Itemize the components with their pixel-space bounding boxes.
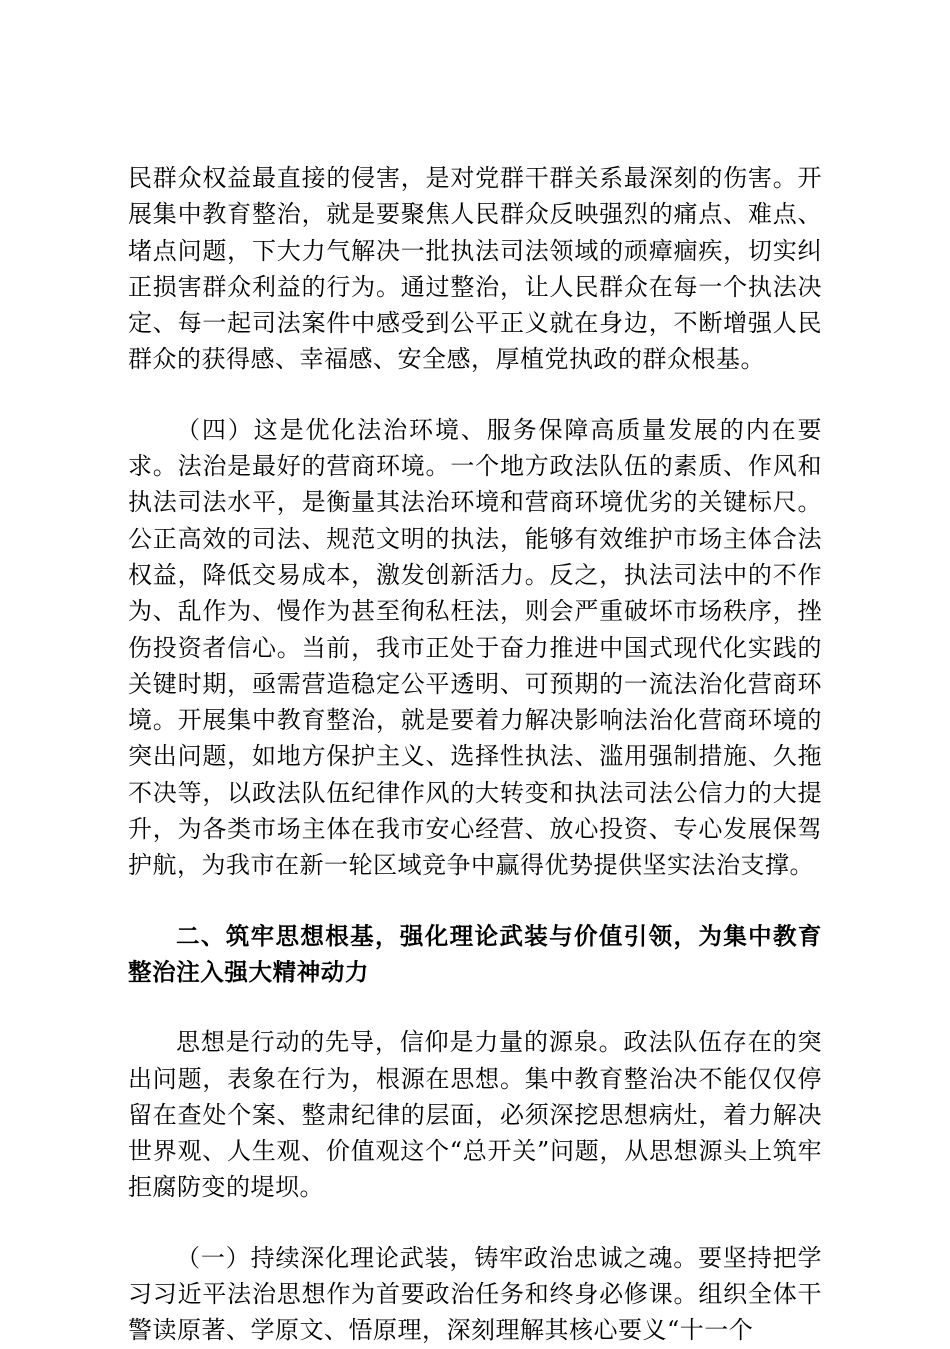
document-page — [128, 160, 822, 1349]
paragraph-item-one: （一）持续深化理论武装，铸牢政治忠诚之魂。要坚持把学习习近平法治思想作为首要政治任务和终身必修课。组织全体干警读原著、学原文、悟原理，深刻理解其核心要义“十一个 — [128, 1243, 822, 1345]
section-heading: 二、筑牢思想根基，强化理论武装与价值引领，为集中教育整治注入强大精神动力 — [128, 921, 822, 986]
paragraph-intro: 思想是行动的先导，信仰是力量的源泉。政法队伍存在的突出问题，表象在行为，根源在思想。集中教育整治决不能仅仅停留在查处个案、整肃纪律的层面，必须深挖思想病灶，着力解决世界观、人生观、价值观这个“总开关”问题，从思想源头上筑牢拒腐防变的堤坝。 — [128, 1028, 822, 1202]
paragraph-section-four: （四）这是优化法治环境、服务保障高质量发展的内在要求。法治是最好的营商环境。一个地方政法队伍的素质、作风和执法司法水平，是衡量其法治环境和营商环境优劣的关键标尺。公正高效的司法、规范文明的执法，能够有效维护市场主体合法权益，降低交易成本，激发创新活力。反之，执法司法中的不作为、乱作为、慢作为甚至徇私枉法，则会严重破坏市场秩序，挫伤投资者信心。当前，我市正处于奋力推进中国式现代化实践的关键时期，亟需营造稳定公平透明、可预期的一流法治化营商环境。开展集中教育整治，就是要着力解决影响法治化营商环境的突出问题，如地方保护主义、选择性执法、滥用强制措施、久拖不决等，以政法队伍纪律作风的大转变和执法司法公信力的大提升，为各类市场主体在我市安心经营、放心投资、专心发展保驾护航，为我市在新一轮区域竞争中赢得优势提供坚实法治支撑。 — [128, 415, 822, 880]
paragraph-continued: 民群众权益最直接的侵害，是对党群干群关系最深刻的伤害。开展集中教育整治，就是要聚焦人民群众反映强烈的痛点、难点、堵点问题，下大力气解决一批执法司法领域的顽瘴痼疾，切实纠正损害群众利益的行为。通过整治，让人民群众在每一个执法决定、每一起司法案件中感受到公平正义就在身边，不断增强人民群众的获得感、幸福感、安全感，厚植党执政的群众根基。 — [128, 164, 822, 374]
